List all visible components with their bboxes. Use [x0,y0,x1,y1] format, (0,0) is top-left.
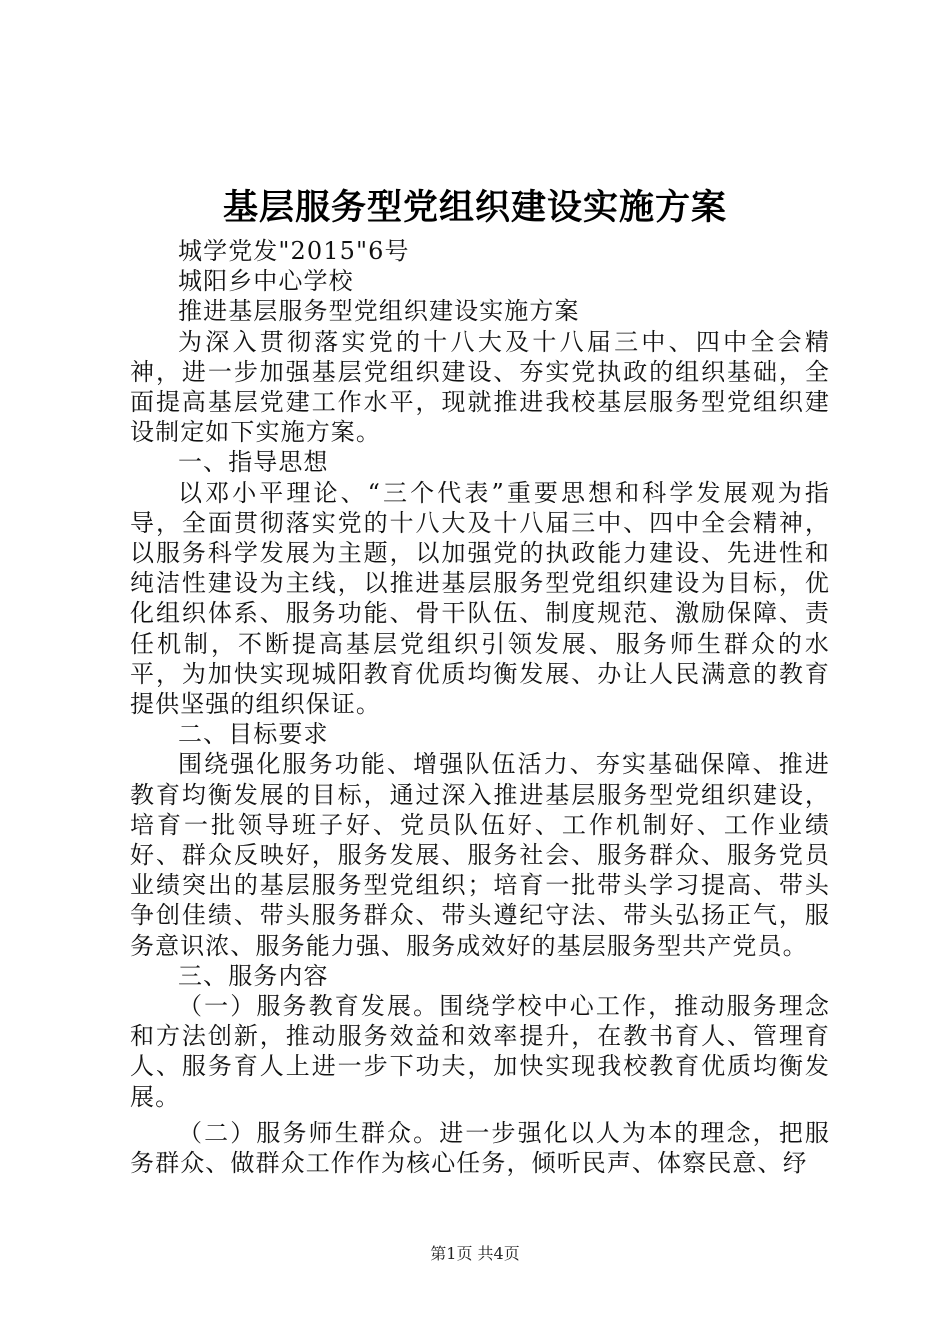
page-footer: 第1页 共4页 [430,1244,520,1263]
issuing-organization: 城阳乡中心学校 [178,267,354,296]
section-heading-service-content: 三、服务内容 [178,961,329,990]
service-item-education: （一）服务教育发展。围绕学校中心工作，推动服务理念和方法创新，推动服务效益和效率提升，在教书育人、管理育人、服务育人上进一步下功夫，加快实现我校教育优质均衡发展。 [130,992,830,1111]
document-number: 城学党发"2015"6号 [178,237,410,265]
service-item-people: （二）服务师生群众。进一步强化以人为本的理念，把服务群众、做群众工作作为核心任务，倾听民声、体察民意、纾 [130,1118,830,1178]
guiding-ideology-paragraph: 以邓小平理论、“三个代表”重要思想和科学发展观为指导，全面贯彻落实党的十八大及十八届三中、四中全会精神，以服务科学发展为主题，以加强党的执政能力建设、先进性和纯洁性建设为主线，以推进基层服务型党组织建设为目标，优化组织体系、服务功能、骨干队伍、制度规范、激励保障、责任机制，不断提高基层党组织引领发展、服务师生群众的水平，为加快实现城阳教育优质均衡发展、办让人民满意的教育提供坚强的组织保证。 [130,478,830,719]
goals-paragraph: 围绕强化服务功能、增强队伍活力、夯实基础保障、推进教育均衡发展的目标，通过深入推进基层服务型党组织建设，培育一批领导班子好、党员队伍好、工作机制好、工作业绩好、群众反映好，服务发展、服务社会、服务群众、服务党员业绩突出的基层服务型党组织；培育一批带头学习提高、带头争创佳绩、带头服务群众、带头遵纪守法、带头弘扬正气，服务意识浓、服务能力强、服务成效好的基层服务型共产党员。 [130,750,830,960]
intro-paragraph: 为深入贯彻落实党的十八大及十八届三中、四中全会精神，进一步加强基层党组织建设、夯实党执政的组织基础，全面提高基层党建工作水平，现就推进我校基层服务型党组织建设制定如下实施方案。 [130,327,830,447]
section-heading-guiding-ideology: 一、指导思想 [178,448,329,477]
document-body [130,236,830,1178]
document-subtitle: 推进基层服务型党组织建设实施方案 [178,297,580,326]
section-heading-goals: 二、目标要求 [178,720,329,749]
document-title: 基层服务型党组织建设实施方案 [222,187,727,228]
